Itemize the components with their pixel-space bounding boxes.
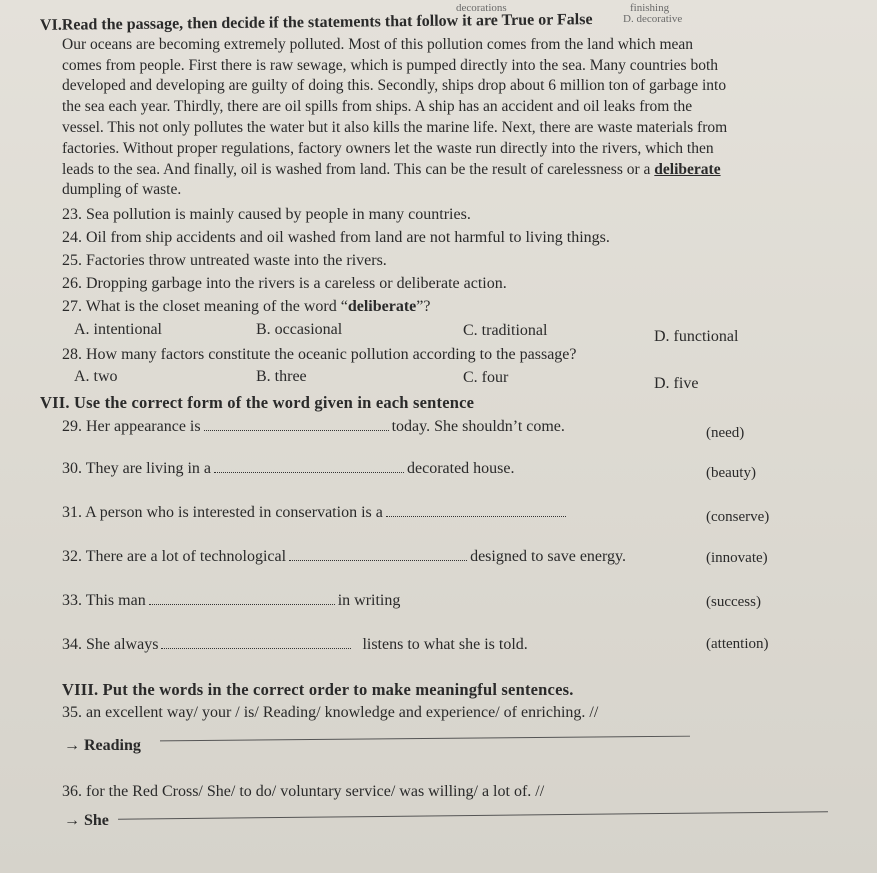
question-30: 30. They are living in a decorated house. <box>62 460 515 477</box>
answer-start-36: → She <box>64 812 109 829</box>
q27-option-c[interactable]: C. traditional <box>463 322 548 339</box>
q28-option-c[interactable]: C. four <box>463 369 509 386</box>
answer-blank-33[interactable] <box>149 594 335 605</box>
arrow-icon: → <box>64 737 80 754</box>
passage-line: developed and developing are guilty of doing this. Secondly, ships drop about 6 million ton of garbage into <box>62 77 727 94</box>
question-33: 33. This man in writing <box>62 592 401 609</box>
passage-line-text: leads to the sea. And finally, oil is washed from land. This can be the result of carelessness or a <box>62 161 651 178</box>
top-label-finishing: finishing <box>630 2 670 14</box>
answer-blank-31[interactable] <box>386 506 566 517</box>
question-27: 27. What is the closet meaning of the word “deliberate”? <box>62 298 431 315</box>
section-vi-heading: VI.Read the passage, then decide if the statements that follow it are True or False <box>39 11 593 34</box>
q27-option-b[interactable]: B. occasional <box>256 321 343 338</box>
top-label-decorations: decorations <box>456 2 507 14</box>
q28-option-b[interactable]: B. three <box>256 368 307 385</box>
passage-line: factories. Without proper regulations, factory owners let the waste run directly into the rivers, which then <box>62 140 714 157</box>
question-32: 32. There are a lot of technological designed to save energy. <box>62 548 627 565</box>
passage-line: vessel. This not only pollutes the water but it also kills the marine life. Next, there are waste materials from <box>62 119 728 136</box>
answer-blank-29[interactable] <box>204 420 389 431</box>
question-34: 34. She always listens to what she is told. <box>62 636 528 653</box>
q27-option-d[interactable]: D. functional <box>654 328 739 345</box>
passage-line: Our oceans are becoming extremely polluted. Most of this pollution comes from the land which mean <box>62 36 694 53</box>
answer-blank-32[interactable] <box>289 550 467 561</box>
q27-option-a[interactable]: A. intentional <box>74 321 162 338</box>
answer-start-35: → Reading <box>64 737 141 754</box>
hint-34: (attention) <box>706 636 769 652</box>
q27-keyword: deliberate <box>347 298 417 315</box>
question-29: 29. Her appearance is today. She shouldn’t come. <box>62 418 565 435</box>
question-28: 28. How many factors constitute the oceanic pollution according to the passage? <box>62 346 577 363</box>
q28-option-a[interactable]: A. two <box>74 368 118 385</box>
passage-line: the sea each year. Thirdly, there are oil spills from ships. A ship has an accident and oil leaks from the <box>62 98 693 115</box>
question-24: 24. Oil from ship accidents and oil washed from land are not harmful to living things. <box>62 229 610 246</box>
question-26: 26. Dropping garbage into the rivers is a careless or deliberate action. <box>62 275 507 292</box>
answer-line-35[interactable] <box>160 736 690 742</box>
answer-line-36[interactable] <box>118 811 828 819</box>
answer-blank-34[interactable] <box>161 638 351 649</box>
hint-31: (conserve) <box>706 509 770 525</box>
section-viii-heading: VIII. Put the words in the correct order to make meaningful sentences. <box>62 680 574 699</box>
question-31: 31. A person who is interested in conservation is a <box>62 504 569 522</box>
arrow-icon: → <box>64 812 80 829</box>
question-25: 25. Factories throw untreated waste into the rivers. <box>62 252 387 269</box>
passage-line <box>62 160 721 181</box>
question-23: 23. Sea pollution is mainly caused by people in many countries. <box>62 206 471 223</box>
q28-option-d[interactable]: D. five <box>654 375 699 392</box>
question-36: 36. for the Red Cross/ She/ to do/ voluntary service/ was willing/ a lot of. // <box>62 783 545 800</box>
hint-30: (beauty) <box>706 465 756 481</box>
question-35: 35. an excellent way/ your / is/ Reading/ knowledge and experience/ of enriching. // <box>62 704 599 721</box>
deliberate-word: deliberate <box>654 161 721 178</box>
section-vii-heading: VII. Use the correct form of the word given in each sentence <box>40 393 475 412</box>
hint-33: (success) <box>706 594 761 610</box>
passage-line: comes from people. First there is raw sewage, which is pumped directly into the sea. Many countries both <box>62 57 719 74</box>
hint-29: (need) <box>706 425 745 441</box>
top-label-decorative: D. decorative <box>623 13 683 25</box>
hint-32: (innovate) <box>706 550 768 566</box>
answer-blank-30[interactable] <box>214 462 404 473</box>
passage-line: dumpling of waste. <box>62 181 182 198</box>
